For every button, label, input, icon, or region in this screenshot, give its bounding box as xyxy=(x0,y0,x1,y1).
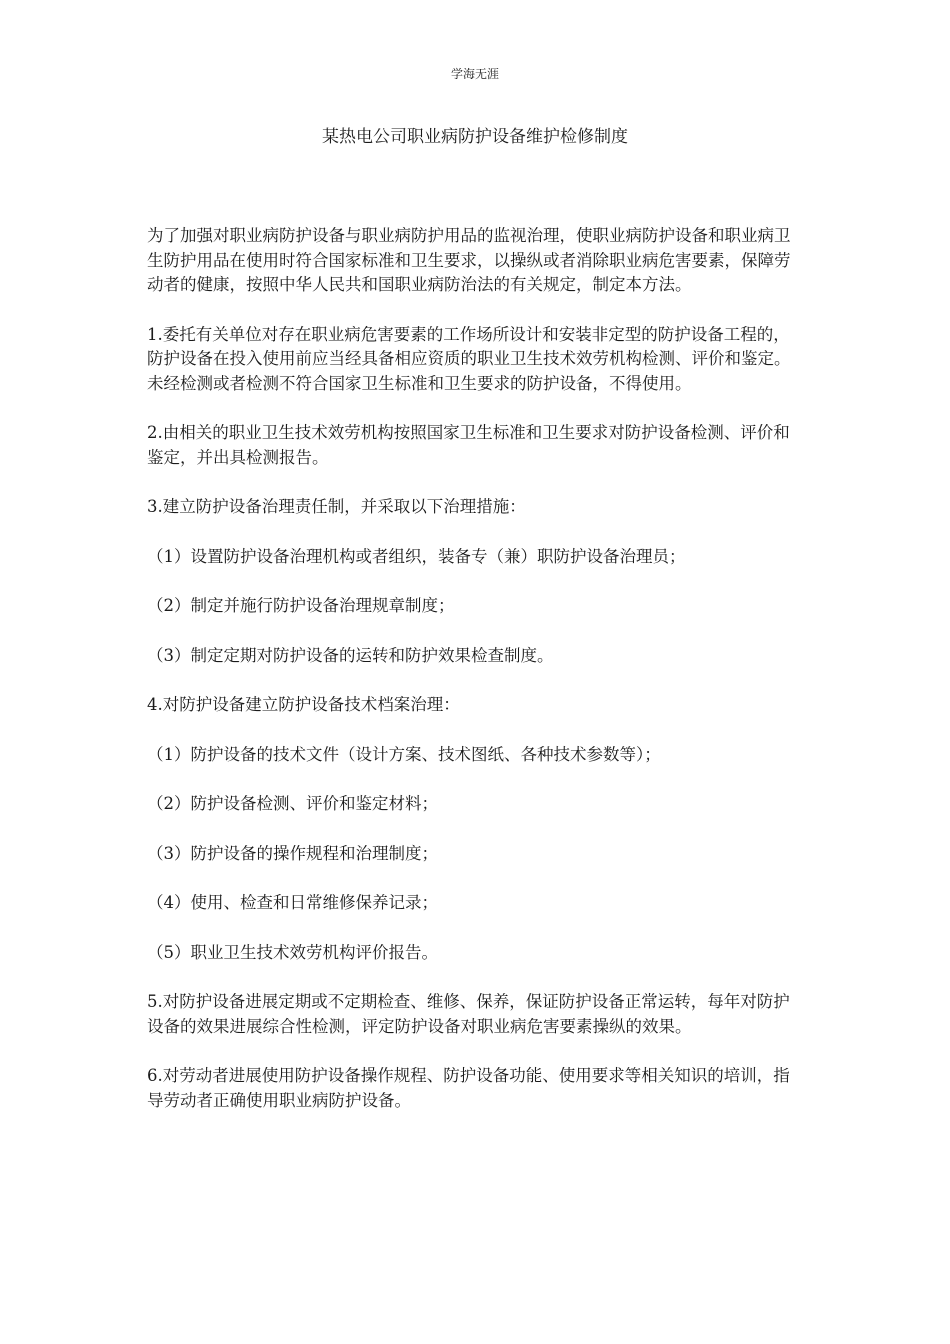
clause-2: 2.由相关的职业卫生技术效劳机构按照国家卫生标准和卫生要求对防护设备检测、评价和鉴定，并出具检测报告。 xyxy=(147,423,790,467)
clause-4-item-4: （4）使用、检查和日常维修保养记录； xyxy=(147,893,438,912)
clause-3-item-3: （3）制定定期对防护设备的运转和防护效果检查制度。 xyxy=(147,645,554,665)
clause-5: 5.对防护设备进展定期或不定期检查、维修、保养，保证防护设备正常运转，每年对防护设备的效果进展综合性检测，评定防护设备对职业病危害要素操纵的效果。 xyxy=(147,992,790,1036)
clause-4: 4.对防护设备建立防护设备技术档案治理： xyxy=(147,695,460,714)
clause-6: 6.对劳动者进展使用防护设备操作规程、防护设备功能、使用要求等相关知识的培训，指导劳动者正确使用职业病防护设备。 xyxy=(147,1066,790,1110)
clause-3-item-2: （2）制定并施行防护设备治理规章制度； xyxy=(147,596,455,615)
document-body xyxy=(147,224,805,1138)
clause-1: 1.委托有关单位对存在职业病危害要素的工作场所设计和安装非定型的防护设备工程的，防护设备在投入使用前应当经具备相应资质的职业卫生技术效劳机构检测、评价和鉴定。 未经检测或者检测不符合国家卫生标准和卫生要求的防护设备，不得使用。 xyxy=(147,324,791,393)
page-header: 学海无涯 xyxy=(450,67,499,81)
clause-4-item-3: （3）防护设备的操作规程和治理制度； xyxy=(147,843,438,863)
clause-4-item-2: （2）防护设备检测、评价和鉴定材料； xyxy=(147,794,438,813)
clause-4-item-5: （5）职业卫生技术效劳机构评价报告。 xyxy=(147,942,438,962)
document-title: 某热电公司职业病防护设备维护检修制度 xyxy=(322,127,628,147)
clause-4-item-1: （1）防护设备的技术文件（设计方案、技术图纸、各种技术参数等）； xyxy=(147,744,661,764)
clause-3: 3.建立防护设备治理责任制，并采取以下治理措施： xyxy=(147,497,526,516)
intro-paragraph: 为了加强对职业病防护设备与职业病防护用品的监视治理，使职业病防护设备和职业病卫生防护用品在使用时符合国家标准和卫生要求，以操纵或者消除职业病危害要素，保障劳动者的健康，按照中华人民共和国职业病防治法的有关规定，制定本方法。 xyxy=(147,226,791,294)
clause-3-item-1: （1）设置防护设备治理机构或者组织，装备专（兼）职防护设备治理员； xyxy=(147,546,686,566)
